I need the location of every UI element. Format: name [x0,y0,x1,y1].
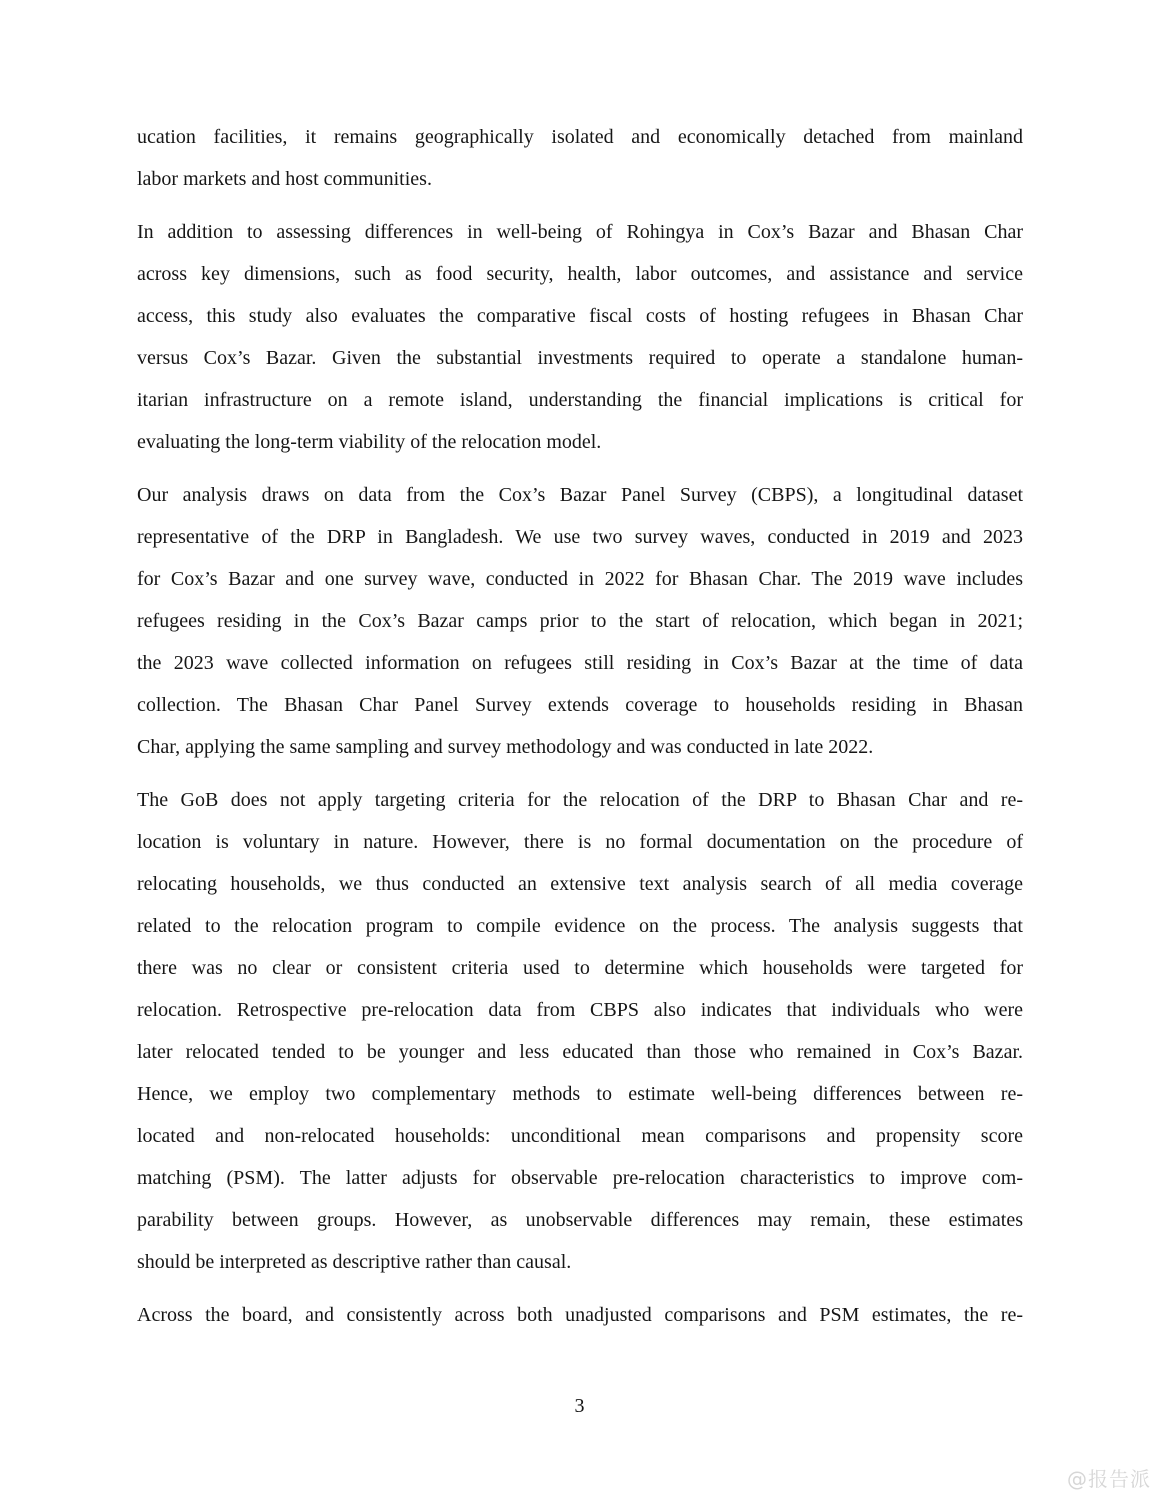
text-line: The GoB does not apply targeting criteria for the relocation of the DRP to Bhasan Char and re- [137,789,1023,811]
text-line: for Cox’s Bazar and one survey wave, conducted in 2022 for Bhasan Char. The 2019 wave includes [137,568,1023,590]
paragraph [137,779,1023,1283]
text-line: Across the board, and consistently across both unadjusted comparisons and PSM estimates, the re- [137,1304,1023,1326]
text-line: across key dimensions, such as food security, health, labor outcomes, and assistance and service [137,263,1023,285]
text-line: versus Cox’s Bazar. Given the substantial investments required to operate a standalone human- [137,347,1023,369]
text-line: labor markets and host communities. [137,168,432,190]
text-line: relocation. Retrospective pre-relocation data from CBPS also indicates that individuals who were [137,999,1023,1021]
watermark: @报告派 [1067,1467,1151,1491]
text-line: collection. The Bhasan Char Panel Survey extends coverage to households residing in Bhasan [137,694,1023,716]
text-line: related to the relocation program to compile evidence on the process. The analysis suggests that [137,915,1023,937]
text-line: In addition to assessing differences in well-being of Rohingya in Cox’s Bazar and Bhasan Char [137,221,1023,243]
text-line: there was no clear or consistent criteria used to determine which households were targeted for [137,957,1023,979]
paragraph [137,1294,1023,1336]
text-line: access, this study also evaluates the comparative fiscal costs of hosting refugees in Bhasan Char [137,305,1023,327]
text-line: location is voluntary in nature. However, there is no formal documentation on the procedure of [137,831,1023,853]
text-line: relocating households, we thus conducted an extensive text analysis search of all media coverage [137,873,1023,895]
text-line: itarian infrastructure on a remote island, understanding the financial implications is critical for [137,389,1023,411]
text-line: parability between groups. However, as unobservable differences may remain, these estimates [137,1209,1023,1231]
document-body [137,116,1023,1347]
text-line: later relocated tended to be younger and less educated than those who remained in Cox’s Bazar. [137,1041,1023,1063]
text-line: Hence, we employ two complementary methods to estimate well-being differences between re- [137,1083,1023,1105]
text-line: ucation facilities, it remains geographically isolated and economically detached from mainland [137,126,1023,148]
text-line: matching (PSM). The latter adjusts for observable pre-relocation characteristics to improve com- [137,1167,1023,1189]
paragraph [137,474,1023,768]
text-line: Our analysis draws on data from the Cox’s Bazar Panel Survey (CBPS), a longitudinal dataset [137,484,1023,506]
text-line: refugees residing in the Cox’s Bazar camps prior to the start of relocation, which began in 2021; [137,610,1023,632]
text-line: should be interpreted as descriptive rather than causal. [137,1251,572,1273]
paragraph [137,211,1023,463]
text-line: Char, applying the same sampling and survey methodology and was conducted in late 2022. [137,736,874,758]
page-number: 3 [574,1395,585,1417]
text-line: the 2023 wave collected information on refugees still residing in Cox’s Bazar at the time of data [137,652,1023,674]
paragraph [137,116,1023,200]
text-line: evaluating the long-term viability of the relocation model. [137,431,602,453]
text-line: representative of the DRP in Bangladesh. We use two survey waves, conducted in 2019 and 2023 [137,526,1023,548]
text-line: located and non-relocated households: unconditional mean comparisons and propensity score [137,1125,1023,1147]
